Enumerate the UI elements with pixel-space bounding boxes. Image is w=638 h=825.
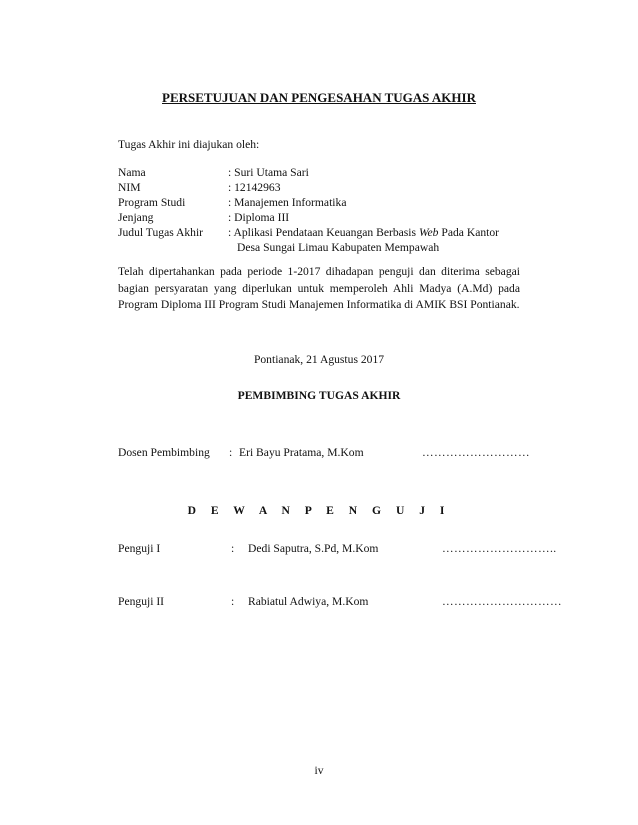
- penguji-1-signature-line: ………………………..: [442, 542, 557, 555]
- penguji-1-colon: :: [231, 542, 235, 555]
- penguji-2-label: Penguji II: [118, 595, 165, 608]
- pembimbing-label: Dosen Pembimbing: [118, 446, 210, 459]
- penguji-1-name: Dedi Saputra, S.Pd, M.Kom: [248, 542, 379, 555]
- field-value-nim: : 12142963: [228, 181, 281, 194]
- penguji-1-label: Penguji I: [118, 542, 161, 555]
- field-label-nama: Nama: [118, 166, 146, 179]
- intro-text: Tugas Akhir ini diajukan oleh:: [118, 138, 260, 151]
- penguji-2-name: Rabiatul Adwiya, M.Kom: [248, 595, 369, 608]
- judul-italic: Web: [418, 226, 439, 239]
- approval-paragraph: Telah dipertahankan pada periode 1-2017 dihadapan penguji dan diterima sebagai bagian persyaratan yang diperlukan untuk memperoleh Ahli Madya (A.Md) pada Program Diploma III Program Studi Manajemen Informatika di AMIK BSI Pontianak.: [118, 265, 520, 311]
- pembimbing-colon: :: [229, 446, 233, 459]
- place-date: Pontianak, 21 Agustus 2017: [253, 353, 385, 366]
- field-label-judul: Judul Tugas Akhir: [118, 226, 204, 239]
- pembimbing-signature-line: ………………………: [422, 446, 530, 459]
- field-value-judul: [228, 226, 499, 239]
- page-number: iv: [314, 764, 324, 777]
- judul-prefix: : Aplikasi Pendataan Keuangan Berbasis: [228, 226, 419, 239]
- field-label-program-studi: Program Studi: [118, 196, 186, 209]
- penguji-2-signature-line: …………………………: [442, 595, 562, 608]
- field-value-nama: : Suri Utama Sari: [228, 166, 309, 179]
- judul-suffix: Pada Kantor: [438, 226, 500, 239]
- field-value-judul-line2: Desa Sungai Limau Kabupaten Mempawah: [237, 241, 440, 254]
- penguji-heading: D E W A N P E N G U J I: [187, 504, 451, 517]
- field-label-jenjang: Jenjang: [118, 211, 154, 224]
- penguji-2-colon: :: [231, 595, 235, 608]
- field-value-program-studi: : Manajemen Informatika: [228, 196, 347, 209]
- page-title: PERSETUJUAN DAN PENGESAHAN TUGAS AKHIR: [162, 90, 476, 105]
- pembimbing-name: Eri Bayu Pratama, M.Kom: [239, 446, 364, 459]
- pembimbing-heading: PEMBIMBING TUGAS AKHIR: [237, 389, 401, 402]
- field-label-nim: NIM: [118, 181, 141, 194]
- field-value-jenjang: : Diploma III: [228, 211, 290, 224]
